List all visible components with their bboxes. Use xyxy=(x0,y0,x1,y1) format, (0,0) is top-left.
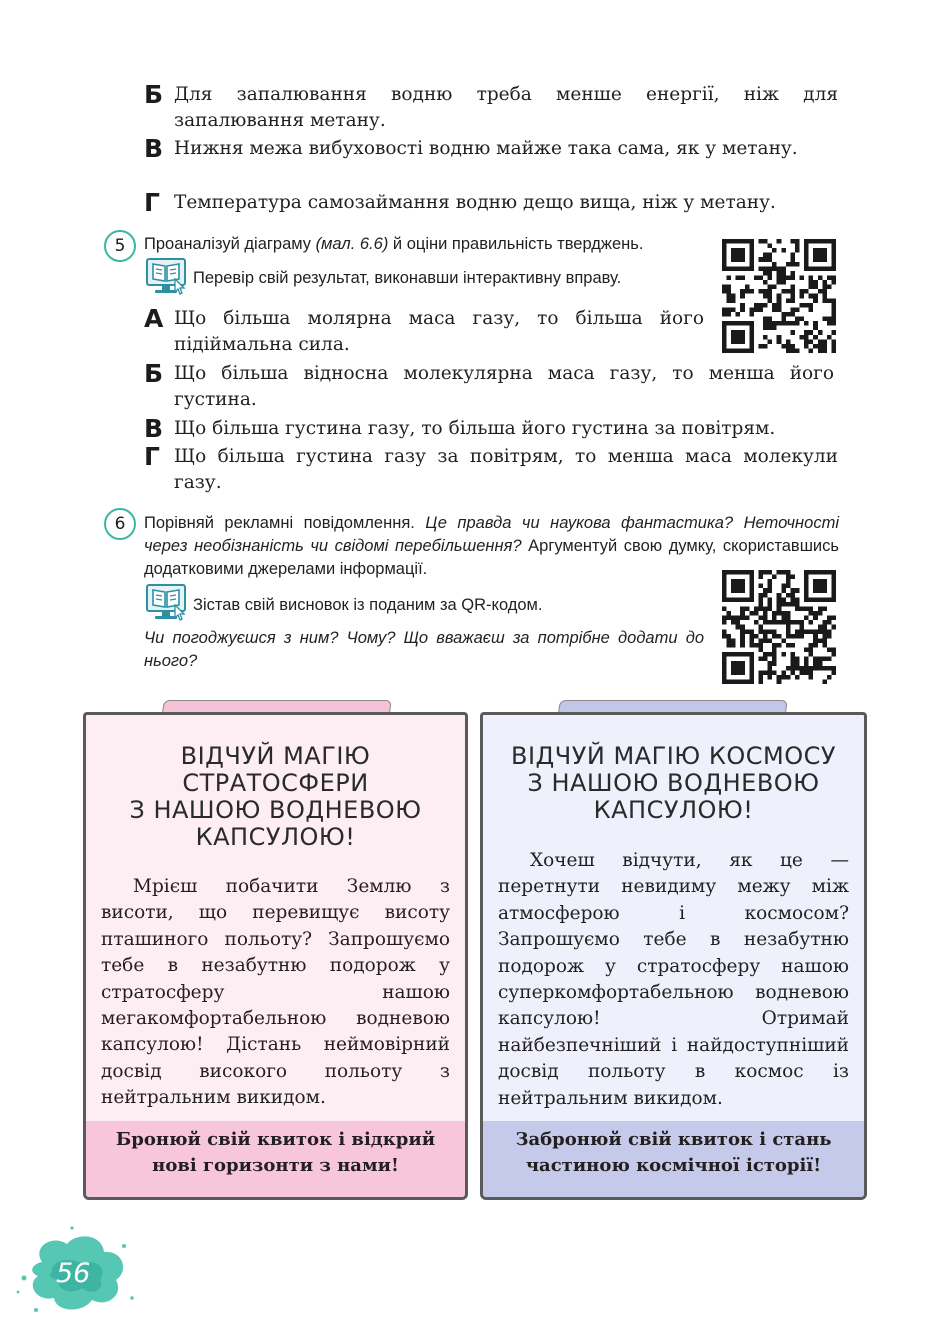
footer-line: нові горизонти з нами! xyxy=(152,1155,399,1176)
option-letter: В xyxy=(144,414,164,443)
option-text: Що більша відносна молекулярна маса газу, то менша його густина. xyxy=(174,363,834,410)
option-v-top xyxy=(144,136,838,162)
heading-line: ВІДЧУЙ МАГІЮ КОСМОСУ xyxy=(511,742,836,770)
task5-instruction xyxy=(144,233,724,256)
task6-text-italic: Це правда чи наукова фантастика? Неточності через необізнаність чи свідомі перебільшення? xyxy=(144,514,839,555)
option-letter: Г xyxy=(144,442,160,471)
option-letter: Б xyxy=(144,359,164,388)
heading-line: ВІДЧУЙ МАГІЮ xyxy=(180,742,371,770)
task-number-5: 5 xyxy=(104,230,136,262)
task5-figure-ref: (мал. 6.6) xyxy=(315,235,389,253)
poster-left-heading xyxy=(86,743,465,851)
computer-book-icon xyxy=(145,257,189,297)
heading-line: З НАШОЮ ВОДНЕВОЮ xyxy=(129,796,422,824)
option-letter: Г xyxy=(144,188,160,217)
task5-option-b xyxy=(144,361,834,413)
option-letter: В xyxy=(144,134,164,163)
task6-check: Зістав свій висновок із поданим за QR-кодом. xyxy=(193,596,543,614)
footer-line: Забронюй свій квиток і стань xyxy=(515,1129,832,1150)
task5-option-g xyxy=(144,444,838,496)
heading-line: З НАШОЮ ВОДНЕВОЮ xyxy=(527,769,820,797)
task6-text-a: Порівняй рекламні повідомлення. xyxy=(144,514,426,532)
qr-code-task5[interactable] xyxy=(722,239,836,353)
option-text: Для запалювання водню треба менше енергії, ніж для запалювання метану. xyxy=(174,84,838,131)
task5-option-a xyxy=(144,306,704,358)
page-number: 56 xyxy=(56,1258,91,1289)
footer-line: Бронюй свій квиток і відкрий xyxy=(115,1129,436,1150)
option-letter: А xyxy=(144,304,164,333)
task5-text-a: Проаналізуй діаграму xyxy=(144,235,316,253)
footer-line: частиною космічної історії! xyxy=(525,1155,822,1176)
task5-option-v xyxy=(144,416,838,442)
task6-text-b: Аргументуй свою думку, скориставшись додатковими джерелами інформації. xyxy=(144,537,839,578)
poster-right xyxy=(480,712,867,1200)
heading-line: СТРАТОСФЕРИ xyxy=(182,769,369,797)
computer-book-icon xyxy=(145,583,189,623)
task6-question: Чи погоджуєшся з ним? Чому? Що вважаєш за потрібне додати до нього? xyxy=(144,629,704,670)
task5-check: Перевір свій результат, виконавши інтерактивну вправу. xyxy=(193,269,622,287)
heading-line: КАПСУЛОЮ! xyxy=(593,796,754,824)
poster-left-footer xyxy=(86,1121,465,1197)
option-letter: Б xyxy=(144,80,164,109)
poster-left xyxy=(83,712,468,1200)
poster-right-body: Хочеш відчути, як це — перетнути невидиму межу між атмосферою і космосом? Запрошуємо тебе в незабутню подорож у стратосферу нашою суперкомфортабельною водневою капсулою! Отримай найбезпечніший і найдоступніший досвід польоту в космос із нейтральним викидом. xyxy=(498,850,849,1109)
task-number-6: 6 xyxy=(104,508,136,540)
option-g-top xyxy=(144,190,838,216)
option-text: Нижня межа вибуховості водню майже така сама, як у метану. xyxy=(174,138,798,159)
option-text: Що більша молярна маса газу, то більша його підіймальна сила. xyxy=(174,308,704,355)
poster-right-heading xyxy=(483,743,864,824)
heading-line: КАПСУЛОЮ! xyxy=(195,823,356,851)
task5-text-b: й оціни правильність тверджень. xyxy=(388,235,644,253)
poster-left-body: Мрієш побачити Землю з висоти, що перевищує висоту пташиного польоту? Запрошуємо тебе в незабутню подорож у стратосферу нашою мегакомфортабельною водневою капсулою! Дістань неймовірний досвід високого польоту з нейтральним викидом. xyxy=(101,876,450,1109)
qr-code-task6[interactable] xyxy=(722,570,836,684)
option-b-top xyxy=(144,82,838,134)
option-text: Що більша густина газу, то більша його густина за повітрям. xyxy=(174,418,776,439)
option-text: Температура самозаймання водню дещо вища, ніж у метану. xyxy=(174,192,776,213)
option-text: Що більша густина газу за повітрям, то менша маса молекули газу. xyxy=(174,446,838,493)
poster-right-footer xyxy=(483,1121,864,1197)
